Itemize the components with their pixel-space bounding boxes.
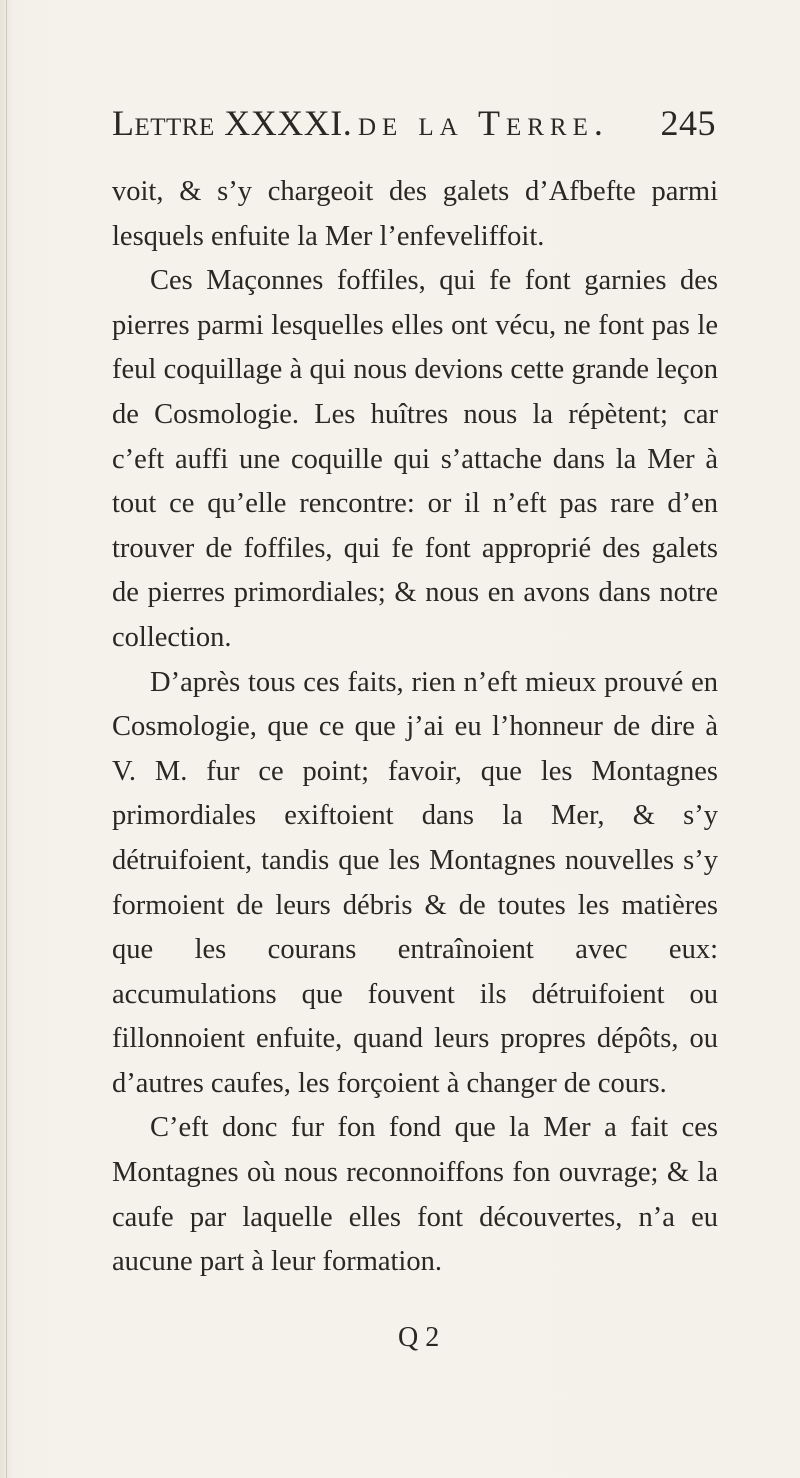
- page-number: 245: [660, 103, 716, 143]
- page-gutter: [6, 0, 7, 1478]
- paragraph: C’eft donc fur fon fond que la Mer a fait ces Montagnes où nous reconnoiffons fon ouvrage; & la caufe par laquelle elles font découvertes, n’a eu aucune part à leur formation.: [112, 1112, 718, 1278]
- section-title: de la Terre.: [358, 103, 609, 143]
- paragraph: voit, & s’y chargeoit des galets d’Afbefte parmi lesquels enfuite la Mer l’enfeveliffoit.: [112, 176, 718, 252]
- running-title: Lettre XXXXI.: [112, 103, 353, 143]
- running-header: [112, 102, 716, 152]
- paragraph: Ces Maçonnes foffiles, qui fe font garnies des pierres parmi lesquelles elles ont vécu, ne font pas le feul coquillage à qui nous devions cette grande leçon de Cosmologie. Les huîtres nous la répètent; car c’eft auffi une coquille qui s’attache dans la Mer à tout ce qu’elle rencontre: or il n’eft pas rare d’en trouver de foffiles, qui fe font approprié des galets de pierres primordiales; & nous en avons dans notre collection.: [112, 265, 718, 653]
- paragraph: D’après tous ces faits, rien n’eft mieux prouvé en Cosmologie, que ce que j’ai eu l’honneur de dire à V. M. fur ce point; favoir, que les Montagnes primordiales exiftoient dans la Mer, & s’y détruifoient, tandis que les Montagnes nouvelles s’y formoient de leurs débris & de toutes les matières que les courans entraînoient avec eux: accumulations que fouvent ils détruifoient ou fillonnoient enfuite, quand leurs propres dépôts, ou d’autres caufes, les forçoient à changer de cours.: [112, 666, 718, 1099]
- signature-mark: Q 2: [398, 1322, 440, 1353]
- body-text: [112, 170, 718, 1285]
